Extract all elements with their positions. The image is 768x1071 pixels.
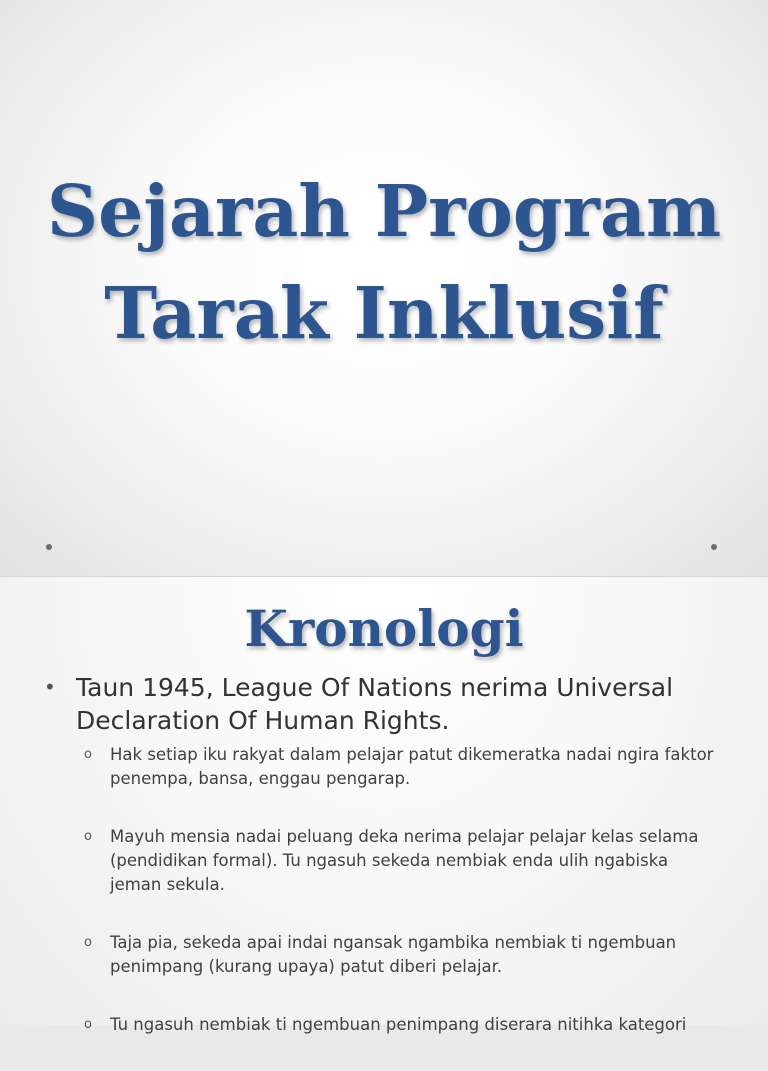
circle-bullet-icon: o [84,935,92,950]
sub-bullet-item [84,825,724,897]
main-bullet-text: Taun 1945, League Of Nations nerima Universal Declaration Of Human Rights. [76,673,674,735]
main-bullet [44,671,744,737]
slide-heading: Kronologi [244,599,524,658]
sub-bullet-text: Tu ngasuh nembiak ti ngembuan penimpang diserara nitihka kategori [110,1015,687,1034]
sub-bullet-item [84,1013,724,1037]
decorative-dot-left [46,544,52,550]
bullet-icon: • [44,675,56,699]
circle-bullet-icon: o [84,1017,92,1032]
slide-title-line-2: Tarak Inklusif [104,271,664,355]
decorative-dot-right [711,544,717,550]
circle-bullet-icon: o [84,747,92,762]
sub-bullet-text: Hak setiap iku rakyat dalam pelajar patut dikemeratka nadai ngira faktor penempa, bansa, enggau pengarap. [110,745,714,788]
slide-title-line-1: Sejarah Program [46,169,722,253]
sub-bullet-text: Taja pia, sekeda apai indai ngansak ngambika nembiak ti ngembuan penimpang (kurang upaya) patut diberi pelajar. [110,933,677,976]
slide-title [0,160,768,364]
content-slide [0,576,768,1034]
circle-bullet-icon: o [84,829,92,844]
sub-bullet-item [84,743,724,791]
sub-bullet-list [84,743,724,1071]
sub-bullet-text: Mayuh mensia nadai peluang deka nerima pelajar pelajar kelas selama (pendidikan formal). Tu ngasuh sekeda nembiak enda ulih ngabiska jeman sekula. [110,827,699,894]
sub-bullet-item [84,931,724,979]
